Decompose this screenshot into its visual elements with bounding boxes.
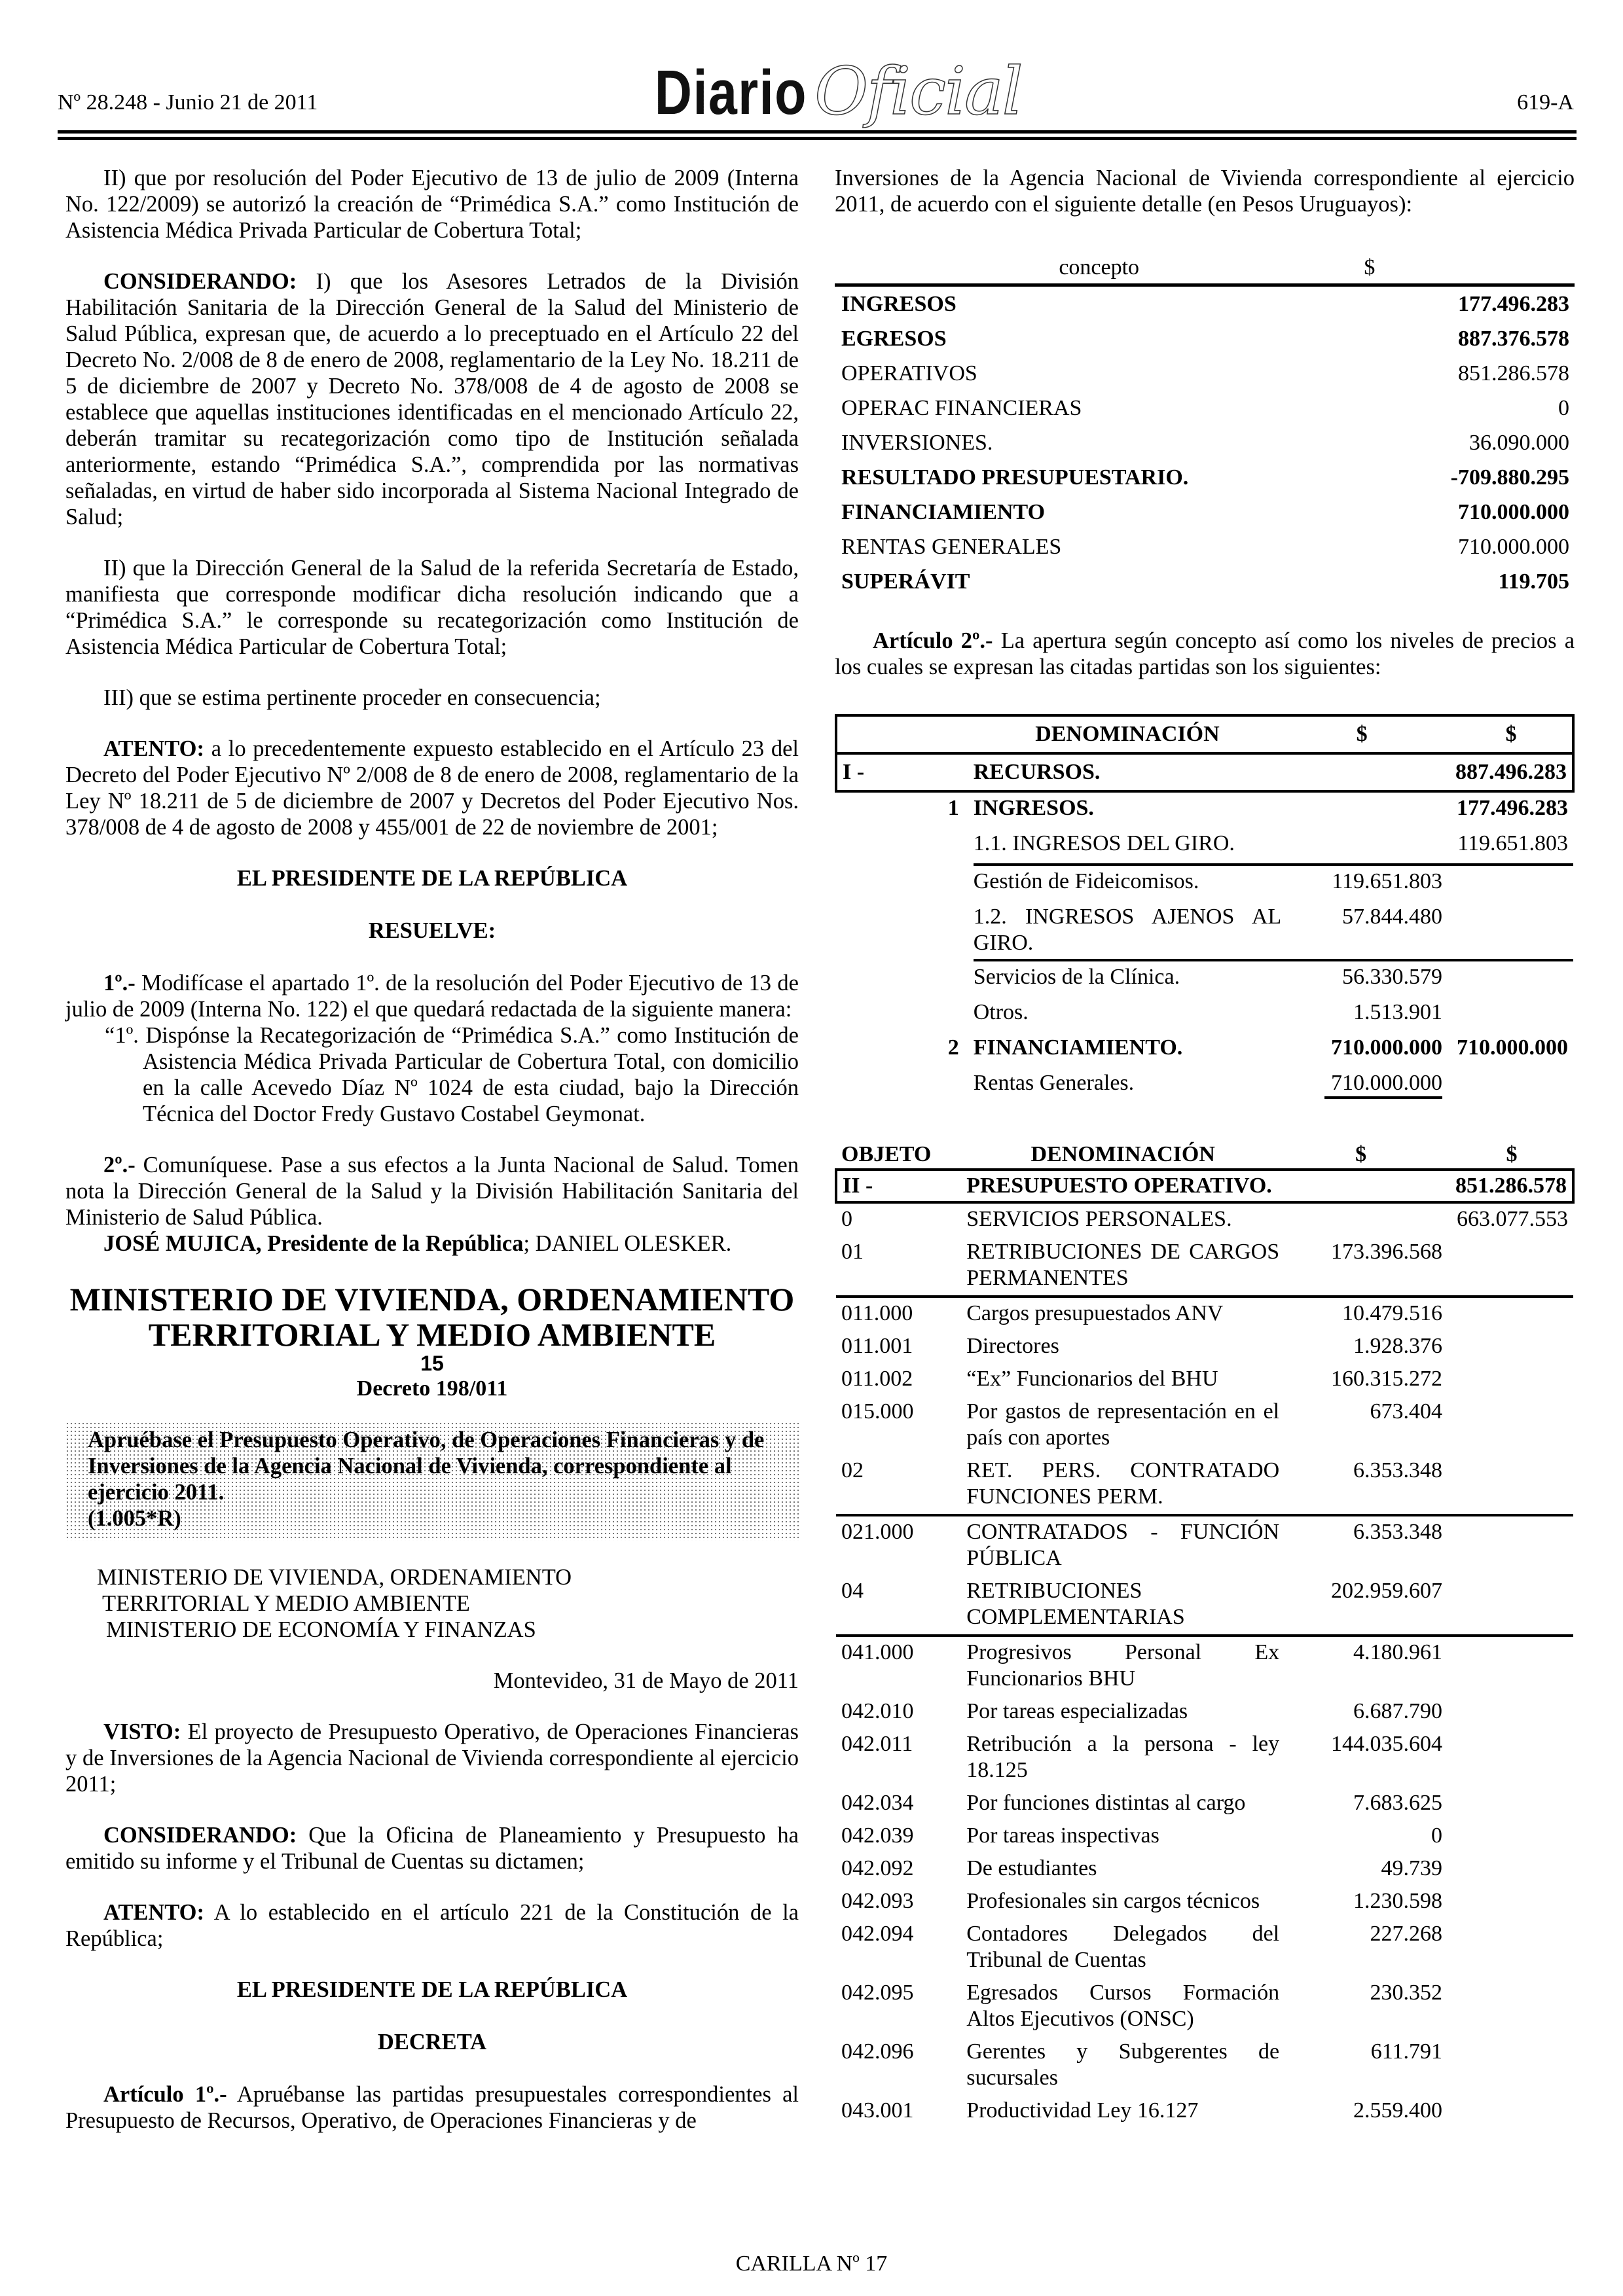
operativo-row (836, 2036, 1573, 2095)
row-total: 710.000.000 (1457, 1035, 1568, 1060)
row-total (1455, 1918, 1573, 1977)
row-total (1455, 1696, 1573, 1729)
row-total (1455, 1236, 1573, 1297)
row-objeto-code: 02 (836, 1455, 966, 1515)
row-sub-amount: 6.353.348 (1279, 1455, 1455, 1515)
row-objeto-code: 042.011 (841, 1732, 913, 1756)
section-code: II - (836, 1170, 966, 1202)
header-sub-amount: $ (1281, 715, 1455, 753)
row-total (1455, 1297, 1573, 1331)
row-total (1455, 1455, 1573, 1515)
recursos-table (835, 714, 1575, 1103)
operativo-row (836, 1363, 1573, 1396)
summary-row (835, 391, 1575, 425)
article-2 (65, 1152, 799, 1230)
row-label: Por gastos de representación en el país con aportes (966, 1399, 1280, 1450)
operativo-row (836, 1918, 1573, 1977)
operativo-row (836, 1575, 1573, 1636)
operativo-row (836, 1853, 1573, 1886)
row-objeto-code: 042.010 (841, 1699, 914, 1723)
row-total (1455, 1729, 1573, 1787)
row-total (1455, 1636, 1573, 1696)
row-label: De estudiantes (966, 1856, 1097, 1880)
row-label: Progresivos Personal Ex Funcionarios BHU (966, 1640, 1280, 1691)
row-label: OPERATIVOS (841, 361, 977, 386)
row-label: 1.1. INGRESOS DEL GIRO. (974, 828, 1281, 865)
atento-label: ATENTO: (103, 736, 205, 761)
row-total (1455, 1853, 1573, 1886)
articulo-2-label: Artículo 2º.- (873, 628, 993, 653)
atento-2-text: A lo establecido en el artículo 221 de la Constitución de la República; (65, 1900, 799, 1951)
row-sub-amount: 4.180.961 (1353, 1640, 1442, 1664)
row-label: Egresados Cursos Formación Altos Ejecutivos (ONSC) (966, 1981, 1280, 2031)
row-sub-amount (1279, 1202, 1455, 1236)
row-value: 119.705 (1498, 569, 1569, 594)
row-label: “Ex” Funcionarios del BHU (966, 1367, 1218, 1391)
row-code (836, 960, 974, 997)
row-value: 177.496.283 (1458, 291, 1569, 316)
date-line: Montevideo, 31 de Mayo de 2011 (493, 1668, 799, 1693)
row-value: 851.286.578 (1458, 361, 1569, 386)
row-label: Gerentes y Subgerentes de sucursales (966, 2039, 1280, 2090)
decree-summary-box (65, 1422, 799, 1541)
row-objeto-code: 042.094 (841, 1922, 914, 1946)
articulo-2 (835, 628, 1575, 680)
minister-line: MINISTERIO DE VIVIENDA, ORDENAMIENTO (97, 1565, 572, 1590)
row-objeto-code: 043.001 (841, 2098, 914, 2123)
recursos-row (836, 865, 1573, 901)
row-code: 2 (947, 1035, 959, 1060)
row-total: 177.496.283 (1457, 796, 1568, 820)
row-label: Profesionales sin cargos técnicos (966, 1889, 1260, 1913)
minister-line: TERRITORIAL Y MEDIO AMBIENTE (102, 1591, 470, 1616)
header-total-amount: $ (1506, 1142, 1518, 1166)
paragraph-considerando-ii: II) que la Dirección General de la Salud de la referida Secretaría de Estado, manifiesta que corresponde modificar dicha resolución indicando que a “Primédica S.A.” le corresponde su recategorización como Institución de Asistencia Médica Particular de Cobertura Total; (65, 556, 799, 659)
row-objeto-code: 021.000 (841, 1520, 914, 1544)
row-total (1455, 1363, 1573, 1396)
row-total (1455, 960, 1573, 997)
diario-oficial-logo (655, 46, 1022, 130)
row-objeto-code: 01 (836, 1236, 966, 1297)
right-intro: Inversiones de la Agencia Nacional de Vivienda correspondiente al ejercicio 2011, de acuerdo con el siguiente detalle (en Pesos Uruguayos): (835, 166, 1575, 217)
row-objeto-code: 041.000 (841, 1640, 914, 1664)
paragraph-visto (65, 1719, 799, 1797)
operativo-section-row (836, 1170, 1573, 1202)
summary-row (835, 495, 1575, 529)
row-objeto-code: 011.001 (841, 1334, 913, 1358)
row-label: Gestión de Fideicomisos. (973, 869, 1199, 893)
recursos-row (836, 791, 1573, 828)
resuelve-heading: RESUELVE: (368, 918, 496, 943)
recursos-row (836, 828, 1573, 865)
section-total: 851.286.578 (1455, 1170, 1573, 1202)
section-code: I - (836, 753, 974, 791)
summary-row (835, 321, 1575, 356)
header-currency: $ (1338, 254, 1575, 285)
operativo-row (836, 1820, 1573, 1853)
decreta-heading: DECRETA (377, 2030, 487, 2054)
row-objeto-code: 015.000 (841, 1399, 914, 1424)
row-total (1455, 997, 1573, 1032)
row-objeto-code: 011.002 (841, 1367, 913, 1391)
operativo-row (836, 1886, 1573, 1918)
row-label: FINANCIAMIENTO (841, 499, 1046, 524)
row-code (836, 1067, 974, 1103)
operativo-row (836, 1787, 1573, 1820)
row-label: 1.2. INGRESOS AJENOS AL GIRO. (974, 901, 1281, 960)
row-sub-amount: 611.791 (1370, 2039, 1442, 2064)
row-sub-amount: 144.035.604 (1331, 1732, 1442, 1756)
signature (65, 1230, 799, 1257)
ministry-title-line-1: MINISTERIO DE VIVIENDA, ORDENAMIENTO (69, 1281, 795, 1318)
row-label: Directores (966, 1334, 1059, 1358)
article-2-text: Comuníquese. Pase a sus efectos a la Junta Nacional de Salud. Tomen nota la Dirección General de la Salud y la División Habilitación Sanitaria del Ministerio de Salud Pública. (65, 1153, 799, 1230)
row-label: INGRESOS (841, 291, 957, 316)
operativo-row (836, 1455, 1573, 1515)
row-total (1455, 1396, 1573, 1455)
row-code (836, 865, 974, 901)
row-label: INVERSIONES. (841, 430, 993, 455)
row-objeto-code: 042.092 (841, 1856, 914, 1880)
row-sub-amount: 710.000.000 (1324, 1070, 1442, 1099)
paragraph-considerando-2 (65, 1822, 799, 1874)
operativo-table-header (836, 1141, 1573, 1170)
header-blank (836, 715, 974, 753)
row-sub-amount: 10.479.516 (1342, 1301, 1442, 1325)
row-total (1455, 1787, 1573, 1820)
signature-president: JOSÉ MUJICA, Presidente de la República (103, 1231, 524, 1256)
row-value: 0 (1558, 395, 1569, 420)
summary-row (835, 425, 1575, 460)
logo-oficial-text: Oficial (814, 53, 1022, 130)
ministry-title-line-2: TERRITORIAL Y MEDIO AMBIENTE (148, 1316, 716, 1353)
decree-summary-ref: (1.005*R) (88, 1506, 181, 1531)
atento-2-label: ATENTO: (103, 1900, 205, 1925)
recursos-table-header (836, 715, 1573, 753)
row-sub-amount: 1.928.376 (1353, 1334, 1442, 1358)
summary-row (835, 564, 1575, 599)
row-sub-amount: 2.559.400 (1353, 2098, 1442, 2123)
operativo-row (836, 1331, 1573, 1363)
article-1-label: 1º.- (103, 971, 136, 996)
row-total (1455, 1575, 1573, 1636)
row-sub-amount: 1.230.598 (1353, 1889, 1442, 1913)
row-value: 887.376.578 (1458, 326, 1569, 351)
row-code (836, 901, 974, 960)
section-label: PRESUPUESTO OPERATIVO. (966, 1170, 1279, 1202)
header-objeto: OBJETO (841, 1142, 932, 1166)
recursos-row (836, 901, 1573, 960)
header-rule-top (58, 130, 1577, 134)
operativo-row (836, 1977, 1573, 2036)
row-label: Por funciones distintas al cargo (966, 1791, 1246, 1815)
summary-budget-table (835, 254, 1575, 599)
recursos-row (836, 1032, 1573, 1067)
paragraph-considerando-iii: III) que se estima pertinente proceder en consecuencia; (103, 685, 601, 710)
summary-table-header (835, 254, 1575, 285)
row-total (1455, 865, 1573, 901)
row-label: EGRESOS (841, 326, 947, 351)
row-label: RETRIBUCIONES COMPLEMENTARIAS (966, 1575, 1279, 1636)
decree-summary-text: Apruébase el Presupuesto Operativo, de Operaciones Financieras y de Inversiones de la Agencia Nacional de Vivienda, correspondiente al ejercicio 2011. (88, 1427, 765, 1505)
row-sub-amount: 1.513.901 (1353, 1000, 1442, 1024)
row-total: 119.651.803 (1455, 828, 1573, 865)
operativo-row (836, 1729, 1573, 1787)
row-label: Contadores Delegados del Tribunal de Cuentas (966, 1922, 1280, 1972)
row-label: Otros. (973, 1000, 1029, 1024)
article-2-label: 2º.- (103, 1153, 136, 1177)
row-label: RESULTADO PRESUPUESTARIO. (841, 465, 1189, 490)
operativo-row (836, 1515, 1573, 1575)
row-sub-amount: 6.687.790 (1353, 1699, 1442, 1723)
operativo-row (836, 1202, 1573, 1236)
minister-line: MINISTERIO DE ECONOMÍA Y FINANZAS (106, 1617, 536, 1642)
atento-text: a lo precedentemente expuesto establecido en el Artículo 23 del Decreto del Poder Ejecutivo Nº 2/008 de 8 de enero de 2008, reglamentario de la Ley Nº 18.211 de 5 de diciembre de 2007 y Decretos del Poder Ejecutivo Nos. 378/008 de 4 de agosto de 2008 y 455/001 de 22 de noviembre de 2001; (65, 736, 799, 840)
considerando-2-text: Que la Oficina de Planeamiento y Presupuesto ha emitido su informe y el Tribunal de Cuentas su dictamen; (65, 1823, 799, 1874)
row-total (1455, 901, 1573, 960)
operativo-row (836, 1636, 1573, 1696)
row-objeto-code: 042.093 (841, 1889, 914, 1913)
row-label: SERVICIOS PERSONALES. (966, 1207, 1232, 1231)
header-sub-amount: $ (1355, 1142, 1367, 1166)
row-label: OPERAC FINANCIERAS (841, 395, 1082, 420)
row-label: INGRESOS. (973, 796, 1094, 820)
row-objeto-code: 011.000 (841, 1301, 913, 1325)
row-sub-amount: 202.959.607 (1279, 1575, 1455, 1636)
row-value: 710.000.000 (1458, 534, 1569, 559)
row-label: FINANCIAMIENTO. (973, 1035, 1183, 1060)
row-sub-amount: 49.739 (1381, 1856, 1442, 1880)
row-sub-amount: 673.404 (1370, 1399, 1442, 1424)
operativo-row (836, 1236, 1573, 1297)
row-value: 710.000.000 (1458, 499, 1569, 524)
row-total (1455, 1067, 1573, 1103)
row-objeto-code: 0 (841, 1207, 852, 1231)
operativo-row (836, 1297, 1573, 1331)
considerando-label: CONSIDERANDO: (103, 269, 297, 294)
row-total (1455, 2095, 1573, 2128)
article-1 (65, 970, 799, 1022)
decree-number: Decreto 198/011 (356, 1376, 508, 1401)
operativo-row (836, 1696, 1573, 1729)
ministers-list (65, 1564, 799, 1643)
row-code (836, 997, 974, 1032)
row-label: Cargos presupuestados ANV (966, 1301, 1224, 1325)
row-label: Rentas Generales. (973, 1071, 1135, 1095)
considerando-text: I) que los Asesores Letrados de la División Habilitación Sanitaria de la Dirección General de la Salud del Ministerio de Salud Pública, expresan que, de acuerdo a lo preceptuado en el Artículo 22 del Decreto No. 2/008 de 8 de enero de 2008, reglamentario de la Ley No. 18.211 de 5 de diciembre de 2007 y Decreto No. 378/008 de 4 de agosto de 2008 se establece que aquellas instituciones identificadas en el mencionado Artículo 22, deberán tramitar su recategorización como tipo de Institución señalada anteriormente, estando “Primédica S.A.”, comprendida por las normativas señaladas, en virtud de haber sido incorporada al Sistema Nacional Integrado de Salud; (65, 269, 799, 529)
visto-label: VISTO: (103, 1719, 181, 1744)
considerando-2-label: CONSIDERANDO: (103, 1823, 297, 1848)
paragraph-considerando (65, 268, 799, 530)
section-total: 887.496.283 (1455, 753, 1573, 791)
row-sub-amount: 230.352 (1370, 1981, 1442, 2005)
summary-row (835, 529, 1575, 564)
row-sub-amount: 173.396.568 (1279, 1236, 1455, 1297)
operativo-row (836, 1396, 1573, 1455)
row-sub-amount: 160.315.272 (1331, 1367, 1442, 1391)
operativo-row (836, 2095, 1573, 2128)
ministry-number: 15 (420, 1352, 444, 1375)
row-sub-amount: 7.683.625 (1353, 1791, 1442, 1815)
header-concepto: concepto (835, 254, 1338, 285)
row-sub-amount: 710.000.000 (1331, 1035, 1442, 1060)
presidente-heading-2: EL PRESIDENTE DE LA REPÚBLICA (236, 1977, 628, 2002)
article-1-quote: “1º. Dispónse la Recategorización de “Primédica S.A.” como Institución de Asistencia Médica Privada Particular de Cobertura Total, con domicilio en la calle Acevedo Díaz Nº 1024 de esta ciudad, bajo la Dirección Técnica del Doctor Fredy Gustavo Costabel Geymonat. (105, 1023, 799, 1126)
row-label: Retribución a la persona - ley 18.125 (966, 1732, 1280, 1782)
row-label: Por tareas inspectivas (966, 1823, 1159, 1848)
row-total (1455, 1515, 1573, 1575)
row-label: Por tareas especializadas (966, 1699, 1188, 1723)
recursos-row (836, 1067, 1573, 1103)
operativo-table (835, 1141, 1575, 2128)
row-objeto-code: 042.034 (841, 1791, 914, 1815)
row-label: RETRIBUCIONES DE CARGOS PERMANENTES (966, 1236, 1279, 1297)
header-denominacion: DENOMINACIÓN (974, 715, 1281, 753)
summary-row (835, 460, 1575, 495)
ministry-title (65, 1282, 799, 1352)
article-1-text: Modifícase el apartado 1º. de la resolución del Poder Ejecutivo de 13 de julio de 2009 (Interna No. 122) el que quedará redactada de la siguiente manera: (65, 971, 799, 1022)
row-total: 663.077.553 (1457, 1207, 1568, 1231)
visto-text: El proyecto de Presupuesto Operativo, de Operaciones Financieras y de Inversiones de la Agencia Nacional de Vivienda correspondiente al ejercicio 2011; (65, 1719, 799, 1797)
right-column (835, 165, 1575, 2128)
recursos-row (836, 997, 1573, 1032)
recursos-section-row (836, 753, 1573, 791)
paragraph-atento-2 (65, 1899, 799, 1952)
issue-date: Nº 28.248 - Junio 21 de 2011 (58, 90, 318, 115)
row-sub-amount: 0 (1431, 1823, 1442, 1848)
row-code (836, 828, 974, 865)
carilla-footer: CARILLA Nº 17 (735, 2251, 888, 2276)
row-label: RENTAS GENERALES (841, 534, 1062, 559)
left-column (65, 165, 799, 2134)
section-label: RECURSOS. (974, 753, 1281, 791)
row-code: 1 (947, 796, 959, 820)
row-sub-amount: 6.353.348 (1353, 1520, 1442, 1544)
paragraph-atento (65, 736, 799, 840)
articulo-2-text: La apertura según concepto así como los niveles de precios a los cuales se expresan las citadas partidas son los siguientes: (835, 628, 1575, 679)
articulo-1-text: Apruébanse las partidas presupuestales correspondientes al Presupuesto de Recursos, Operativo, de Operaciones Financieras y de (65, 2082, 799, 2133)
row-total (1455, 2036, 1573, 2095)
row-value: 36.090.000 (1469, 430, 1569, 455)
row-sub-amount: 227.268 (1370, 1922, 1442, 1946)
row-total (1455, 1820, 1573, 1853)
page-number: 619-A (1517, 90, 1574, 115)
row-sub-amount: 119.651.803 (1332, 869, 1442, 893)
signature-minister: ; DANIEL OLESKER. (523, 1231, 732, 1256)
row-total (1455, 1886, 1573, 1918)
logo-diario-text: Diario (655, 58, 807, 128)
row-label: SUPERÁVIT (841, 569, 970, 594)
summary-row (835, 356, 1575, 391)
row-objeto-code: 042.095 (841, 1981, 914, 2005)
paragraph-resultando-ii: II) que por resolución del Poder Ejecutivo de 13 de julio de 2009 (Interna No. 122/2009) se autorizó la creación de “Primédica S.A.” como Institución de Asistencia Médica Privada Particular de Cobertura Total; (65, 166, 799, 243)
header-denominacion: DENOMINACIÓN (1030, 1142, 1215, 1166)
row-objeto-code: 042.039 (841, 1823, 914, 1848)
articulo-1 (65, 2081, 799, 2134)
header-total-amount: $ (1455, 715, 1573, 753)
row-label: RET. PERS. CONTRATADO FUNCIONES PERM. (966, 1455, 1279, 1515)
summary-row (835, 285, 1575, 322)
row-value: -709.880.295 (1450, 465, 1569, 490)
row-sub-amount: 57.844.480 (1342, 905, 1442, 929)
row-total (1455, 1331, 1573, 1363)
recursos-row (836, 960, 1573, 997)
presidente-heading: EL PRESIDENTE DE LA REPÚBLICA (236, 866, 628, 891)
row-sub-amount: 56.330.579 (1342, 965, 1442, 989)
row-total (1455, 1977, 1573, 2036)
row-label: CONTRATADOS - FUNCIÓN PÚBLICA (966, 1520, 1280, 1570)
row-label: Servicios de la Clínica. (973, 965, 1180, 989)
row-objeto-code: 042.096 (841, 2039, 914, 2064)
row-objeto-code: 04 (836, 1575, 966, 1636)
row-label: Productividad Ley 16.127 (966, 2098, 1199, 2123)
header-rule-bottom (58, 137, 1577, 140)
articulo-1-label: Artículo 1º.- (103, 2082, 227, 2107)
